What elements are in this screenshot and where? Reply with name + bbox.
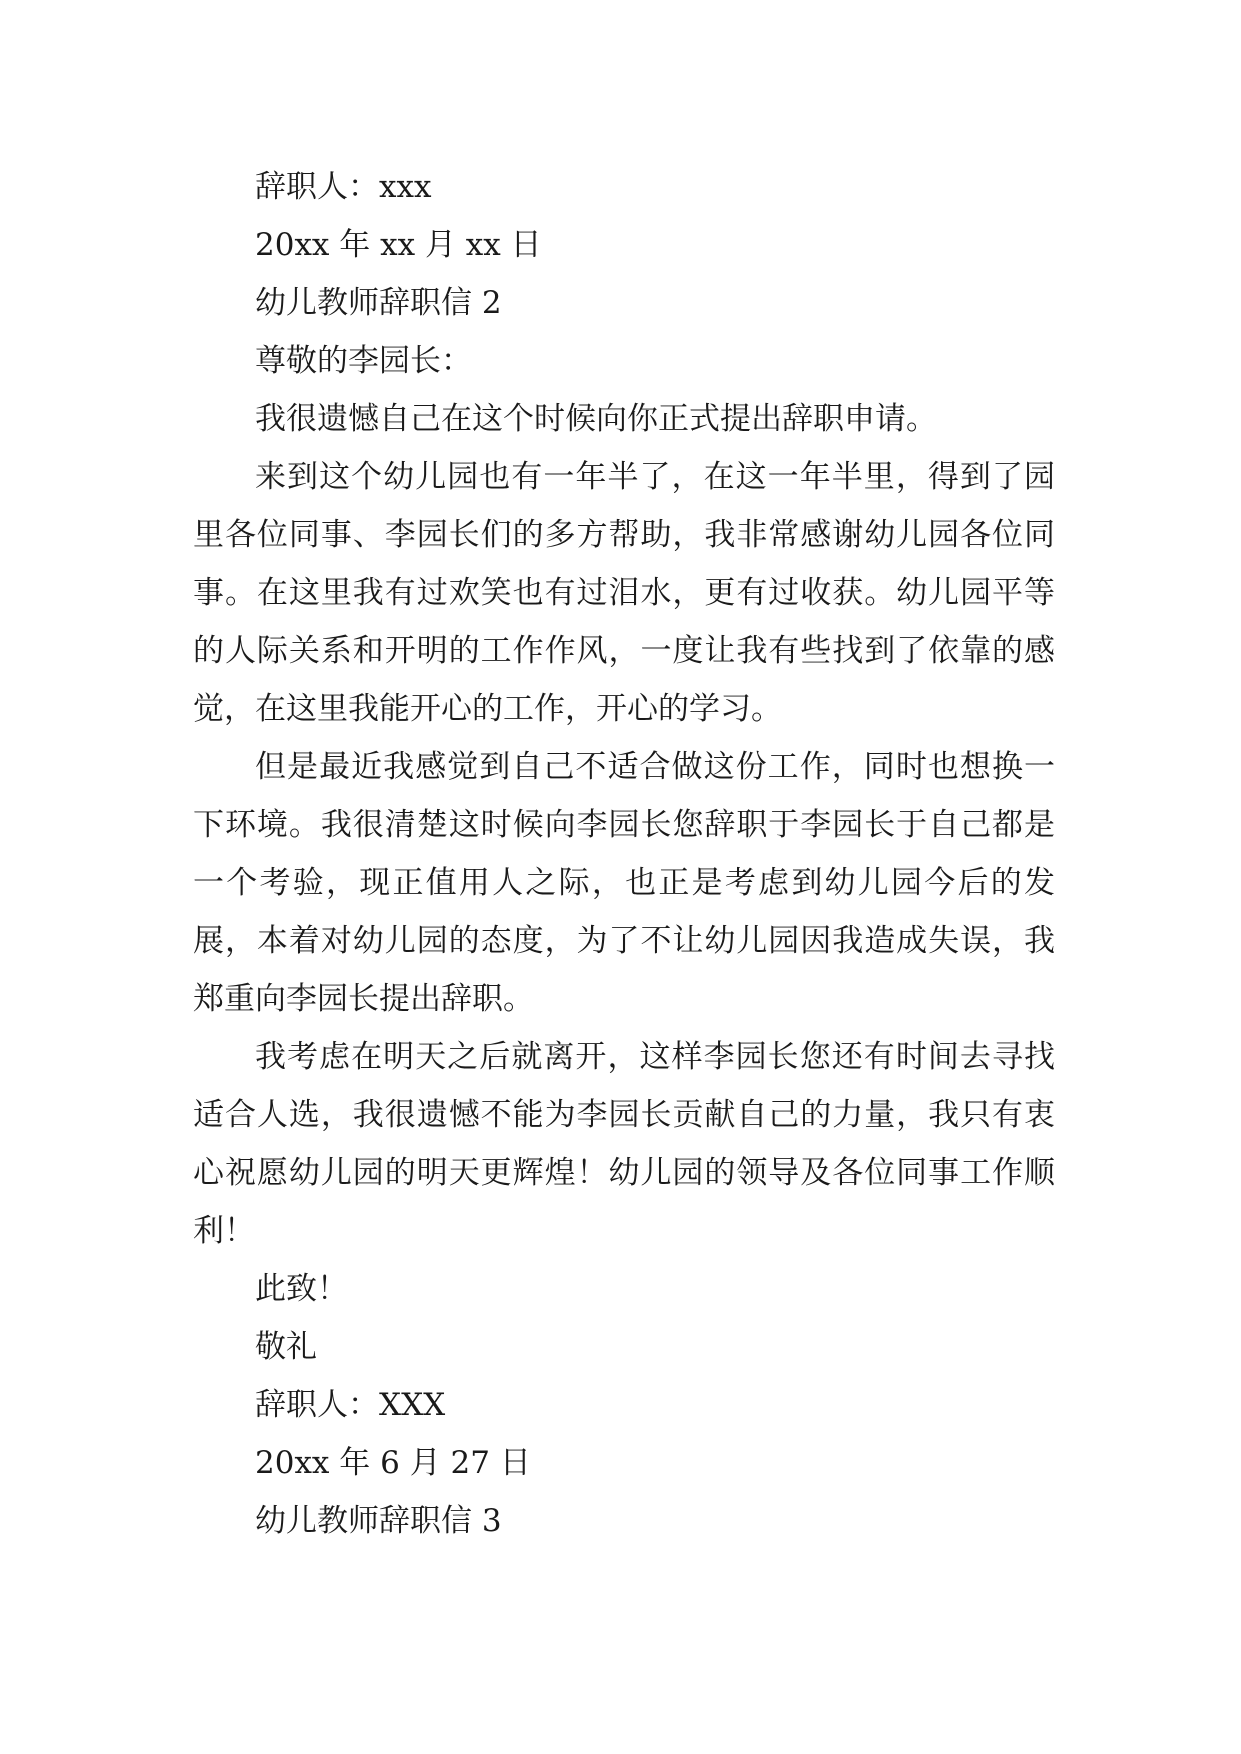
paragraph: 但是最近我感觉到自己不适合做这份工作，同时也想换一下环境。我很清楚这时候向李园长您辞职于李园长于自己都是一个考验，现正值用人之际，也正是考虑到幼儿园今后的发展，本着对幼儿园的态度，为了不让幼儿园因我造成失误，我郑重向李园长提出辞职。 (193, 749, 1055, 1017)
letter-title: 幼儿教师辞职信 2 (255, 285, 502, 321)
date-line: 20xx 年 6 月 27 日 (255, 1445, 531, 1481)
document-page (193, 158, 1055, 1550)
letter-title: 幼儿教师辞职信 3 (255, 1503, 502, 1539)
paragraph: 我考虑在明天之后就离开，这样李园长您还有时间去寻找适合人选，我很遗憾不能为李园长贡献自己的力量，我只有衷心祝愿幼儿园的明天更辉煌！幼儿园的领导及各位同事工作顺利！ (193, 1039, 1055, 1249)
signature-line: 辞职人：XXX (255, 1387, 446, 1423)
paragraph: 来到这个幼儿园也有一年半了，在这一年半里，得到了园里各位同事、李园长们的多方帮助，我非常感谢幼儿园各位同事。在这里我有过欢笑也有过泪水，更有过收获。幼儿园平等的人际关系和开明的工作作风，一度让我有些找到了依靠的感觉，在这里我能开心的工作，开心的学习。 (193, 459, 1055, 727)
closing-line: 敬礼 (255, 1329, 317, 1365)
salutation: 尊敬的李园长： (255, 343, 472, 379)
date-line: 20xx 年 xx 月 xx 日 (255, 227, 542, 263)
signature-line: 辞职人：xxx (255, 169, 432, 205)
paragraph: 我很遗憾自己在这个时候向你正式提出辞职申请。 (255, 401, 937, 437)
closing-line: 此致！ (255, 1271, 348, 1307)
